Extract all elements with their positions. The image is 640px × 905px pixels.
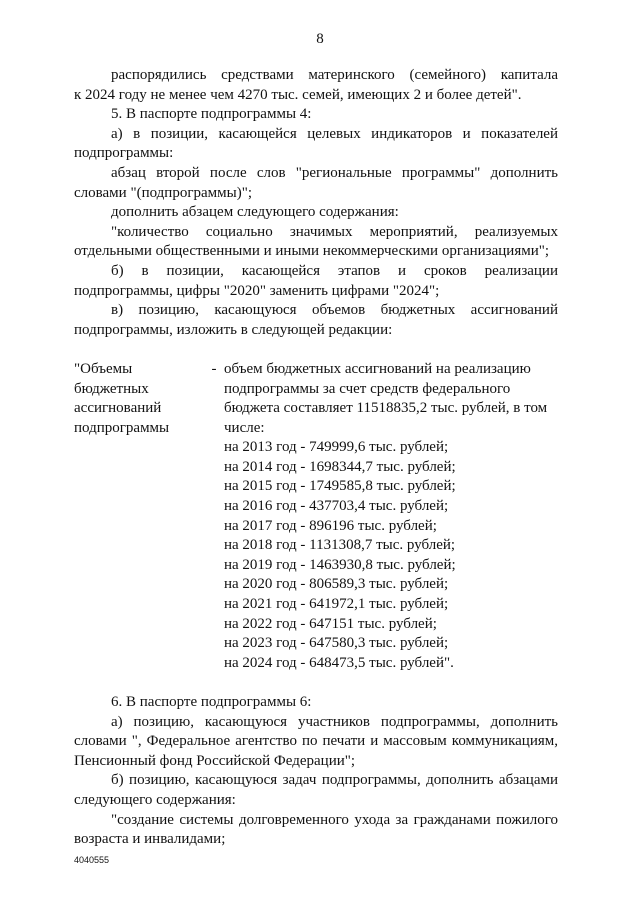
spec-amount-item: на 2017 год - 896196 тыс. рублей;: [224, 517, 437, 534]
paragraph: абзац второй после слов "региональные программы" дополнить словами "(подпрограммы)";: [74, 164, 558, 201]
paragraph: 5. В паспорте подпрограммы 4:: [111, 106, 312, 123]
bottom-paragraphs: [74, 693, 558, 850]
spec-amount-item: на 2020 год - 806589,3 тыс. рублей;: [224, 576, 449, 593]
budget-spec-table: [74, 360, 558, 674]
spec-amount-item: на 2022 год - 647151 тыс. рублей;: [224, 615, 437, 632]
paragraph: "создание системы долговременного ухода за гражданами пожилого возраста и инвалидами;: [74, 811, 558, 848]
spec-amounts-list: [224, 438, 558, 673]
paragraph: распорядились средствами материнского (семейного) капитала: [111, 67, 558, 83]
spec-intro: объем бюджетных ассигнований на реализацию подпрограммы за счет средств федерального бюджета составляет 11518835,2 тыс. рублей, в том числе:: [224, 360, 548, 436]
spec-dash: -: [211, 360, 217, 377]
document-code: 4040555: [74, 855, 110, 865]
paragraph: дополнить абзацем следующего содержания:: [111, 204, 399, 221]
spec-value: [224, 360, 558, 674]
spec-label: "Объемы бюджетных ассигнований подпрограммы: [74, 360, 170, 436]
paragraph: в) позицию, касающуюся объемов бюджетных ассигнований подпрограммы, изложить в следующей редакции:: [74, 302, 558, 338]
spec-amount-item: на 2016 год - 437703,4 тыс. рублей;: [224, 498, 449, 515]
spec-amount-item: на 2015 год - 1749585,8 тыс. рублей;: [224, 478, 456, 495]
paragraph: а) позицию, касающуюся участников подпрограммы, дополнить словами ", Федеральное агентство по печати и массовым коммуникациям, Пенсионный фонд Российской Федерации";: [74, 713, 558, 769]
spec-amount-item: на 2024 год - 648473,5 тыс. рублей".: [224, 654, 454, 671]
paragraph: б) в позиции, касающейся этапов и сроков реализации подпрограммы, цифры "2020" заменить цифрами "2024";: [74, 262, 558, 299]
spec-amount-item: на 2013 год - 749999,6 тыс. рублей;: [224, 439, 449, 456]
top-paragraphs: [74, 66, 558, 340]
paragraph: б) позицию, касающуюся задач подпрограммы, дополнить абзацами следующего содержания:: [74, 772, 558, 808]
paragraph: к 2024 году не менее чем 4270 тыс. семей, имеющих 2 и более детей".: [74, 86, 522, 103]
spec-amount-item: на 2023 год - 647580,3 тыс. рублей;: [224, 635, 449, 652]
document-body: [74, 66, 558, 850]
spec-amount-item: на 2021 год - 641972,1 тыс. рублей;: [224, 596, 449, 613]
paragraph: "количество социально значимых мероприятий, реализуемых отдельными общественными и иными некоммерческими организациями";: [74, 223, 558, 260]
paragraph: а) в позиции, касающейся целевых индикаторов и показателей подпрограммы:: [74, 125, 558, 162]
page-number: 8: [316, 31, 324, 47]
spec-amount-item: на 2019 год - 1463930,8 тыс. рублей;: [224, 556, 456, 573]
spec-amount-item: на 2018 год - 1131308,7 тыс. рублей;: [224, 537, 456, 554]
paragraph: 6. В паспорте подпрограммы 6:: [111, 694, 312, 710]
spec-amount-item: на 2014 год - 1698344,7 тыс. рублей;: [224, 458, 456, 475]
